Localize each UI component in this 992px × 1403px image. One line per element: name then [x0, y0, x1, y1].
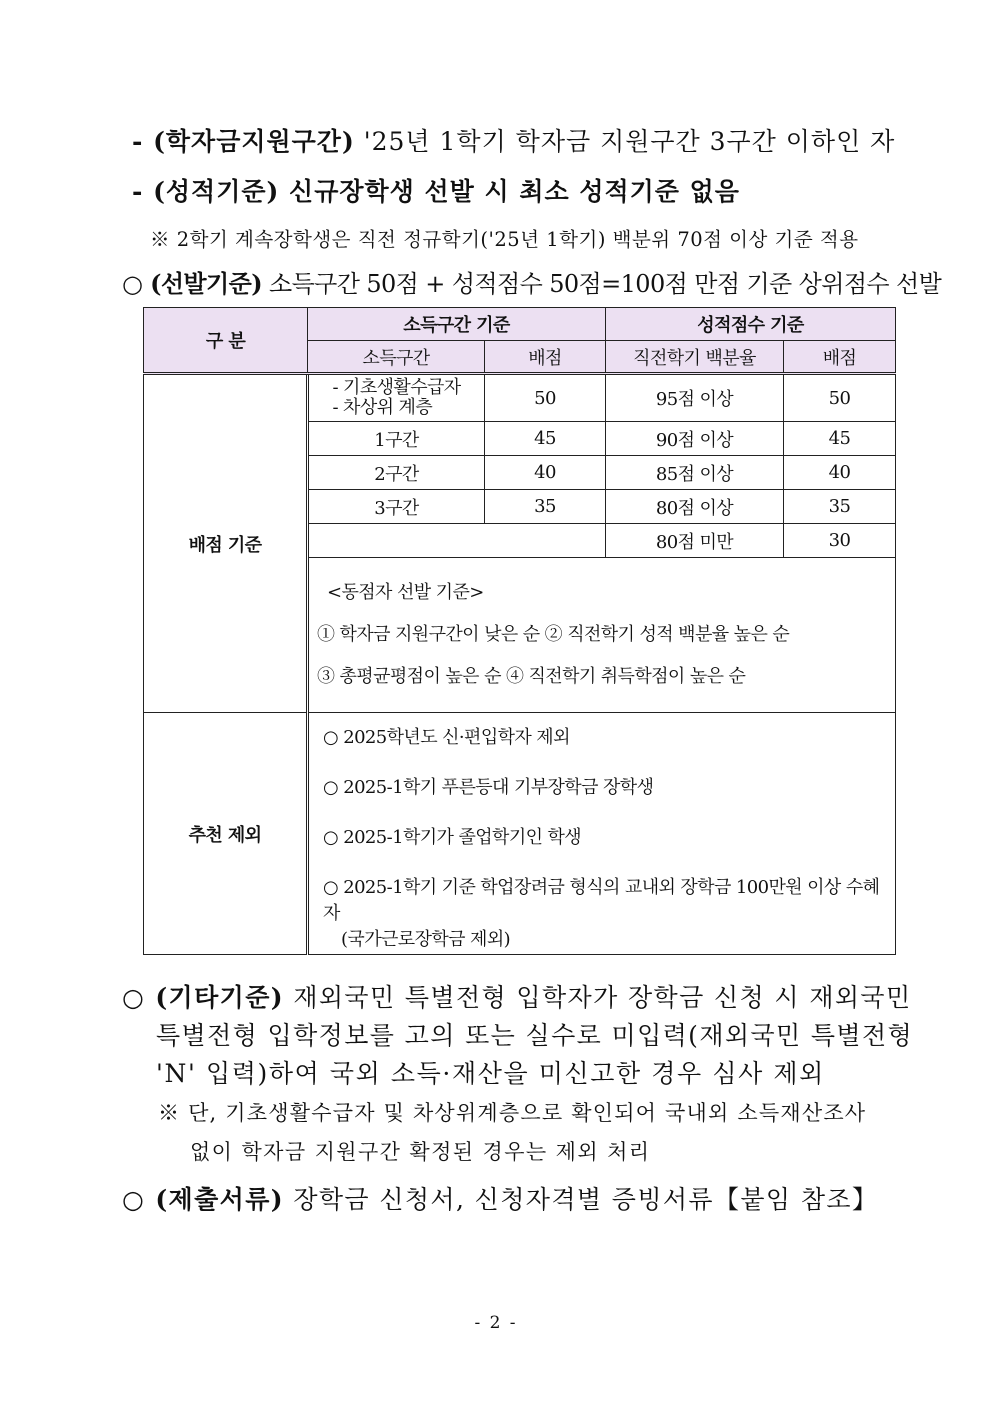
table-cell-income: 3구간: [308, 490, 485, 524]
table-cell-income: 2구간: [308, 456, 485, 490]
table-cell-grade: 80점 이상: [606, 490, 784, 524]
criteria-line-support-tier: [132, 122, 895, 158]
table-cell-grade-points: 50: [784, 374, 896, 422]
selection-criteria-table: [143, 307, 896, 955]
exclusion-item: ○ 2025-1학기 기준 학업장려금 형식의 교내외 장학금 100만원 이상 수혜자: [323, 877, 880, 924]
note-exception: ※ 단, 기초생활수급자 및 차상위계층으로 확인되어 국내외 소득재산조사: [158, 1101, 867, 1125]
tie-break-title: <동점자 선발 기준>: [327, 582, 484, 603]
criteria-line-grade: - (성적기준) 신규장학생 선발 시 최소 성적기준 없음: [132, 177, 740, 206]
table-cell-grade: 85점 이상: [606, 456, 784, 490]
exclusion-list: [308, 713, 896, 955]
table-cell-grade: 80점 미만: [606, 524, 784, 558]
row-label-score-criteria: 배점 기준: [144, 374, 308, 713]
table-cell-income: [308, 374, 485, 422]
criteria-head: ○ (기타기준): [122, 983, 284, 1012]
criteria-line-other-cont: 특별전형 입학정보를 고의 또는 실수로 미입력(재외국민 특별전형: [156, 1021, 914, 1050]
table-cell-empty: [308, 524, 606, 558]
exclusion-item: ○ 2025-1학기 푸른등대 기부장학금 장학생: [323, 777, 654, 798]
table-cell-income-points: 50: [485, 374, 606, 422]
note-continuing-students: ※ 2학기 계속장학생은 직전 정규학기('25년 1학기) 백분위 70점 이상 기준 적용: [150, 228, 859, 251]
table-cell-grade-points: 40: [784, 456, 896, 490]
row-label-exclusion: 추천 제외: [144, 713, 308, 955]
criteria-head: - (학자금지원구간): [132, 127, 355, 156]
exclusion-item-note: (국가근로장학금 제외): [341, 929, 511, 950]
header-income: 소득구간 기준: [308, 308, 606, 341]
criteria-head: ○ (선발기준): [122, 269, 262, 298]
criteria-line-documents: [122, 1180, 878, 1216]
criteria-body: 장학금 신청서, 신청자격별 증빙서류【붙임 참조】: [283, 1185, 879, 1214]
table-cell-income-points: 35: [485, 490, 606, 524]
criteria-body: 소득구간 50점 + 성적점수 50점=100점 만점 기준 상위점수 선발: [261, 270, 942, 298]
note-exception-cont: 없이 학자금 지원구간 확정된 경우는 제외 처리: [190, 1140, 651, 1164]
table-cell-grade-points: 30: [784, 524, 896, 558]
table-cell-grade: 95점 이상: [606, 374, 784, 422]
table-cell-grade-points: 45: [784, 422, 896, 456]
criteria-body: 재외국민 특별전형 입학자가 장학금 신청 시 재외국민: [283, 983, 912, 1012]
subheader-income-points: 배점: [485, 341, 606, 374]
criteria-line-selection: [122, 264, 941, 299]
income-label-near-poverty: - 차상위 계층: [332, 397, 433, 418]
criteria-body: '25년 1학기 학자금 지원구간 3구간 이하인 자: [354, 127, 896, 156]
header-gubun-label: 구 분: [205, 331, 246, 352]
tie-break-rule-2: ③ 총평균평점이 높은 순 ④ 직전학기 취득학점이 높은 순: [317, 666, 746, 687]
criteria-line-other: [122, 978, 912, 1014]
page-number: - 2 -: [474, 1313, 518, 1333]
criteria-line-other-cont: 'N' 입력)하여 국외 소득·재산을 미신고한 경우 심사 제외: [156, 1059, 825, 1088]
income-label-basic: - 기초생활수급자: [332, 377, 461, 398]
subheader-grade-points: 배점: [784, 341, 896, 374]
criteria-head: ○ (제출서류): [122, 1185, 284, 1214]
table-cell-income-points: 45: [485, 422, 606, 456]
table-cell-grade: 90점 이상: [606, 422, 784, 456]
header-gubun: [144, 308, 308, 374]
table-cell-income-points: 40: [485, 456, 606, 490]
subheader-income: 소득구간: [308, 341, 485, 374]
tie-break-criteria: [308, 558, 896, 713]
header-grade: 성적점수 기준: [606, 308, 896, 341]
exclusion-item: ○ 2025학년도 신·편입학자 제외: [323, 727, 570, 748]
tie-break-rule-1: ① 학자금 지원구간이 낮은 순 ② 직전학기 성적 백분율 높은 순: [317, 624, 790, 645]
subheader-grade-percentile: 직전학기 백분율: [606, 341, 784, 374]
exclusion-item: ○ 2025-1학기가 졸업학기인 학생: [323, 827, 582, 848]
table-cell-grade-points: 35: [784, 490, 896, 524]
table-cell-income: 1구간: [308, 422, 485, 456]
